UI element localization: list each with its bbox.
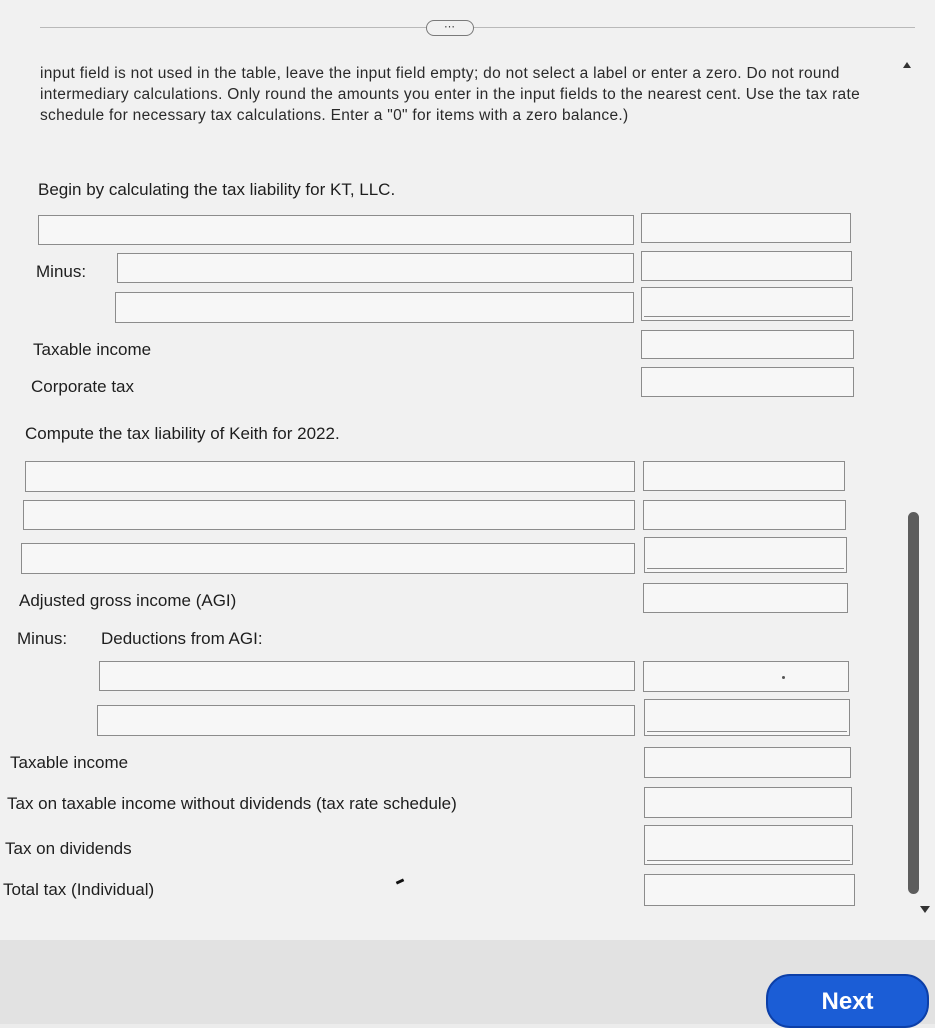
ind-label-input-2[interactable] — [23, 500, 635, 530]
ind-amount-input-1[interactable] — [643, 461, 845, 491]
deduction-label-input-2[interactable] — [97, 705, 635, 736]
corp-minus-label: Minus: — [36, 262, 87, 281]
deductions-from-agi-label: Deductions from AGI: — [101, 629, 263, 648]
stray-dot — [782, 676, 785, 679]
more-options-button[interactable]: ⋯ — [426, 20, 474, 36]
corp-amount-input-3[interactable] — [641, 287, 853, 321]
scroll-down-arrow-icon[interactable] — [920, 906, 930, 913]
ind-minus-label: Minus: — [17, 629, 68, 648]
total-tax-label: Total tax (Individual) — [3, 880, 155, 899]
total-tax-input[interactable] — [644, 874, 855, 906]
ind-amount-input-3[interactable] — [644, 537, 847, 573]
top-divider — [40, 27, 915, 28]
ind-taxable-income-label: Taxable income — [10, 753, 129, 772]
ind-taxable-income-input[interactable] — [644, 747, 851, 778]
instructions-text: input field is not used in the table, leave the input field empty; do not select a label or enter a zero. Do not round intermediary calculations. Only round the amounts you enter in the input fields to the nearest cent. Use the tax rate schedule for necessary tax calculations. Enter a "0" for items with a zero balance.) — [40, 65, 861, 124]
tax-on-dividends-label: Tax on dividends — [5, 839, 132, 858]
deduction-label-input-1[interactable] — [99, 661, 635, 691]
tax-without-dividends-label: Tax on taxable income without dividends (tax rate schedule) — [7, 794, 457, 813]
corp-label-input-2[interactable] — [117, 253, 634, 283]
scrollbar-thumb[interactable] — [908, 512, 919, 894]
agi-label: Adjusted gross income (AGI) — [19, 591, 237, 610]
ind-label-input-3[interactable] — [21, 543, 635, 574]
corp-amount-input-2[interactable] — [641, 251, 852, 281]
corporate-heading: Begin by calculating the tax liability for KT, LLC. — [38, 180, 396, 199]
deduction-amount-input-1[interactable] — [643, 661, 849, 692]
corp-label-input-3[interactable] — [115, 292, 634, 323]
next-button[interactable]: Next — [766, 974, 929, 1028]
scroll-up-arrow-icon[interactable] — [903, 62, 911, 68]
tax-without-dividends-input[interactable] — [644, 787, 852, 818]
corp-tax-input[interactable] — [641, 367, 854, 397]
ind-amount-input-2[interactable] — [643, 500, 846, 530]
corp-tax-label: Corporate tax — [31, 377, 134, 396]
agi-input[interactable] — [643, 583, 848, 613]
ind-label-input-1[interactable] — [25, 461, 635, 492]
tax-on-dividends-input[interactable] — [644, 825, 853, 865]
deduction-amount-input-2[interactable] — [644, 699, 850, 736]
individual-heading: Compute the tax liability of Keith for 2022. — [25, 424, 340, 443]
corp-taxable-income-label: Taxable income — [33, 340, 152, 359]
corp-amount-input-1[interactable] — [641, 213, 851, 243]
corp-label-input-1[interactable] — [38, 215, 634, 245]
corp-taxable-income-input[interactable] — [641, 330, 854, 359]
